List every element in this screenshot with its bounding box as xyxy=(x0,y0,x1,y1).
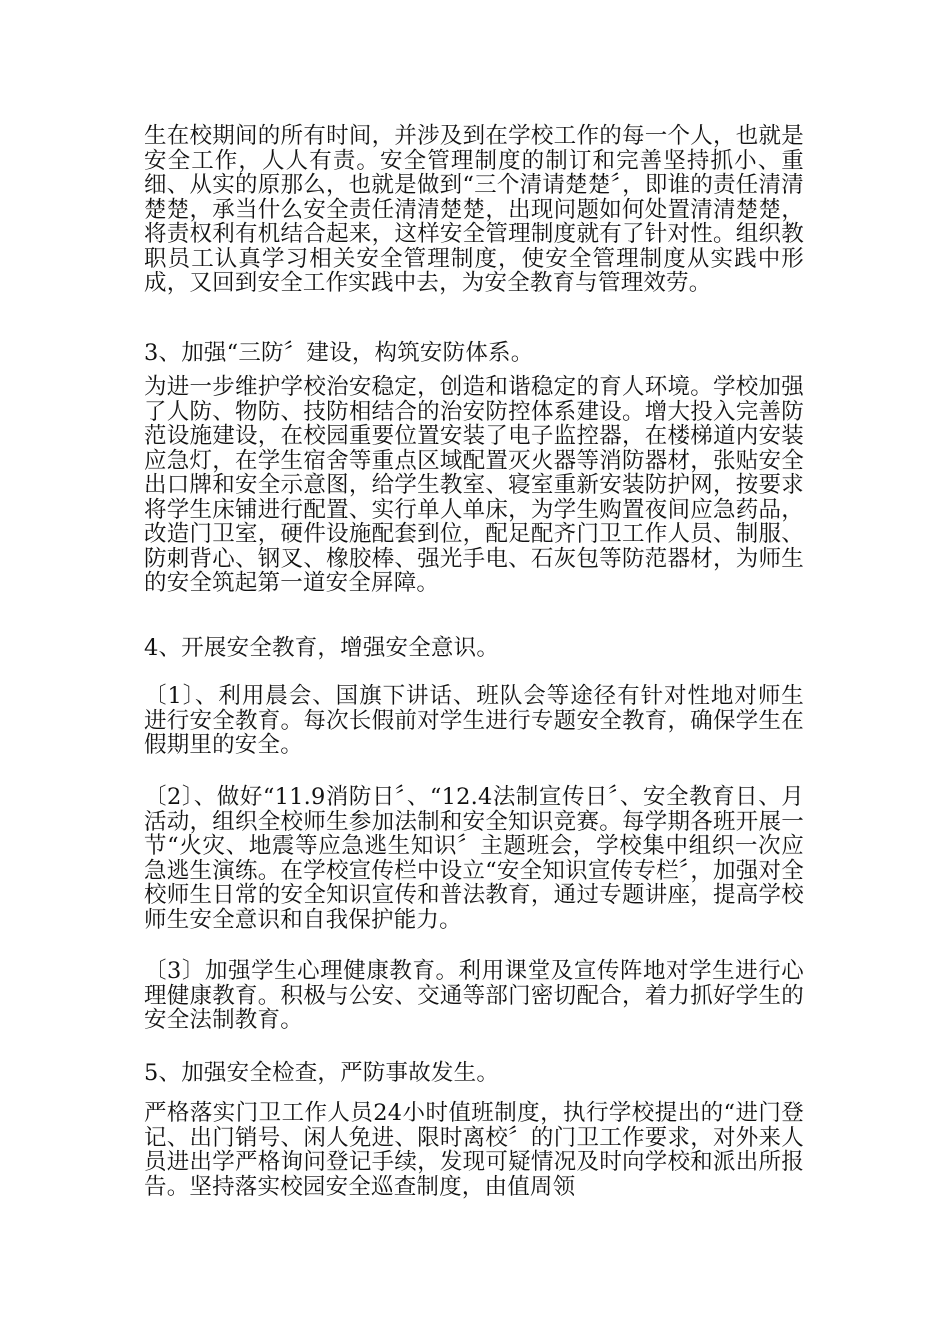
heading-section-5: 5、加强安全检查，严防事故发生。 xyxy=(144,1060,500,1086)
heading-section-3: 3、加强“三防〞建设，构筑安防体系。 xyxy=(144,340,534,366)
heading-section-4: 4、开展安全教育，增强安全意识。 xyxy=(144,635,500,661)
paragraph-safety-responsibility: 生在校期间的所有时间，并涉及到在学校工作的每一个人，也就是安全工作，人人有责。安全管理制度的制订和完善坚持抓小、重细、从实的原那么，也就是做到“三个清请楚楚〞，即谁的责任清清楚楚，承当什么安全责任清清楚楚，出现问题如何处置清清楚楚，将责权利有机结合起来，这样安全管理制度就有了针对性。组织教职员工认真学习相关安全管理制度，使安全管理制度从实践中形成，又回到安全工作实践中去，为安全教育与管理效劳。 xyxy=(144,123,804,296)
paragraph-item-1: 〔1〕、利用晨会、国旗下讲话、班队会等途径有针对性地对师生进行安全教育。每次长假前对学生进行专题安全教育，确保学生在假期里的安全。 xyxy=(144,683,804,758)
paragraph-item-3: 〔3〕加强学生心理健康教育。利用课堂及宣传阵地对学生进行心理健康教育。积极与公安、交通等部门密切配合，着力抓好学生的安全法制教育。 xyxy=(144,958,804,1033)
paragraph-item-2: 〔2〕、做好“11.9消防日〞、“12.4法制宣传日〞、安全教育日、月活动，组织全校师生参加法制和安全知识竞赛。每学期各班开展一节“火灾、地震等应急逃生知识〞主题班会，学校集中组织一次应急逃生演练。在学校宣传栏中设立“安全知识宣传专栏〞，加强对全校师生日常的安全知识宣传和普法教育，通过专题讲座，提高学校师生安全意识和自我保护能力。 xyxy=(144,784,804,933)
paragraph-three-defenses: 为进一步维护学校治安稳定，创造和谐稳定的育人环境。学校加强了人防、物防、技防相结合的治安防控体系建设。增大投入完善防范设施建设，在校园重要位置安装了电子监控器，在楼梯道内安装应急灯，在学生宿舍等重点区域配置灭火器等消防器材，张贴安全出口牌和安全示意图，给学生教室、寝室重新安装防护网，按要求将学生床铺进行配置、实行单人单床，为学生购置夜间应急药品，改造门卫室，硬件设施配套到位，配足配齐门卫工作人员、制服、防刺背心、钢叉、橡胶棒、强光手电、石灰包等防范器材，为师生的安全筑起第一道安全屏障。 xyxy=(144,374,804,596)
paragraph-gate-duty: 严格落实门卫工作人员24小时值班制度，执行学校提出的“进门登记、出门销号、闲人免进、限时离校〞的门卫工作要求，对外来人员进出学严格询问登记手续，发现可疑情况及时向学校和派出所报告。坚持落实校园安全巡查制度，由值周领 xyxy=(144,1100,804,1200)
